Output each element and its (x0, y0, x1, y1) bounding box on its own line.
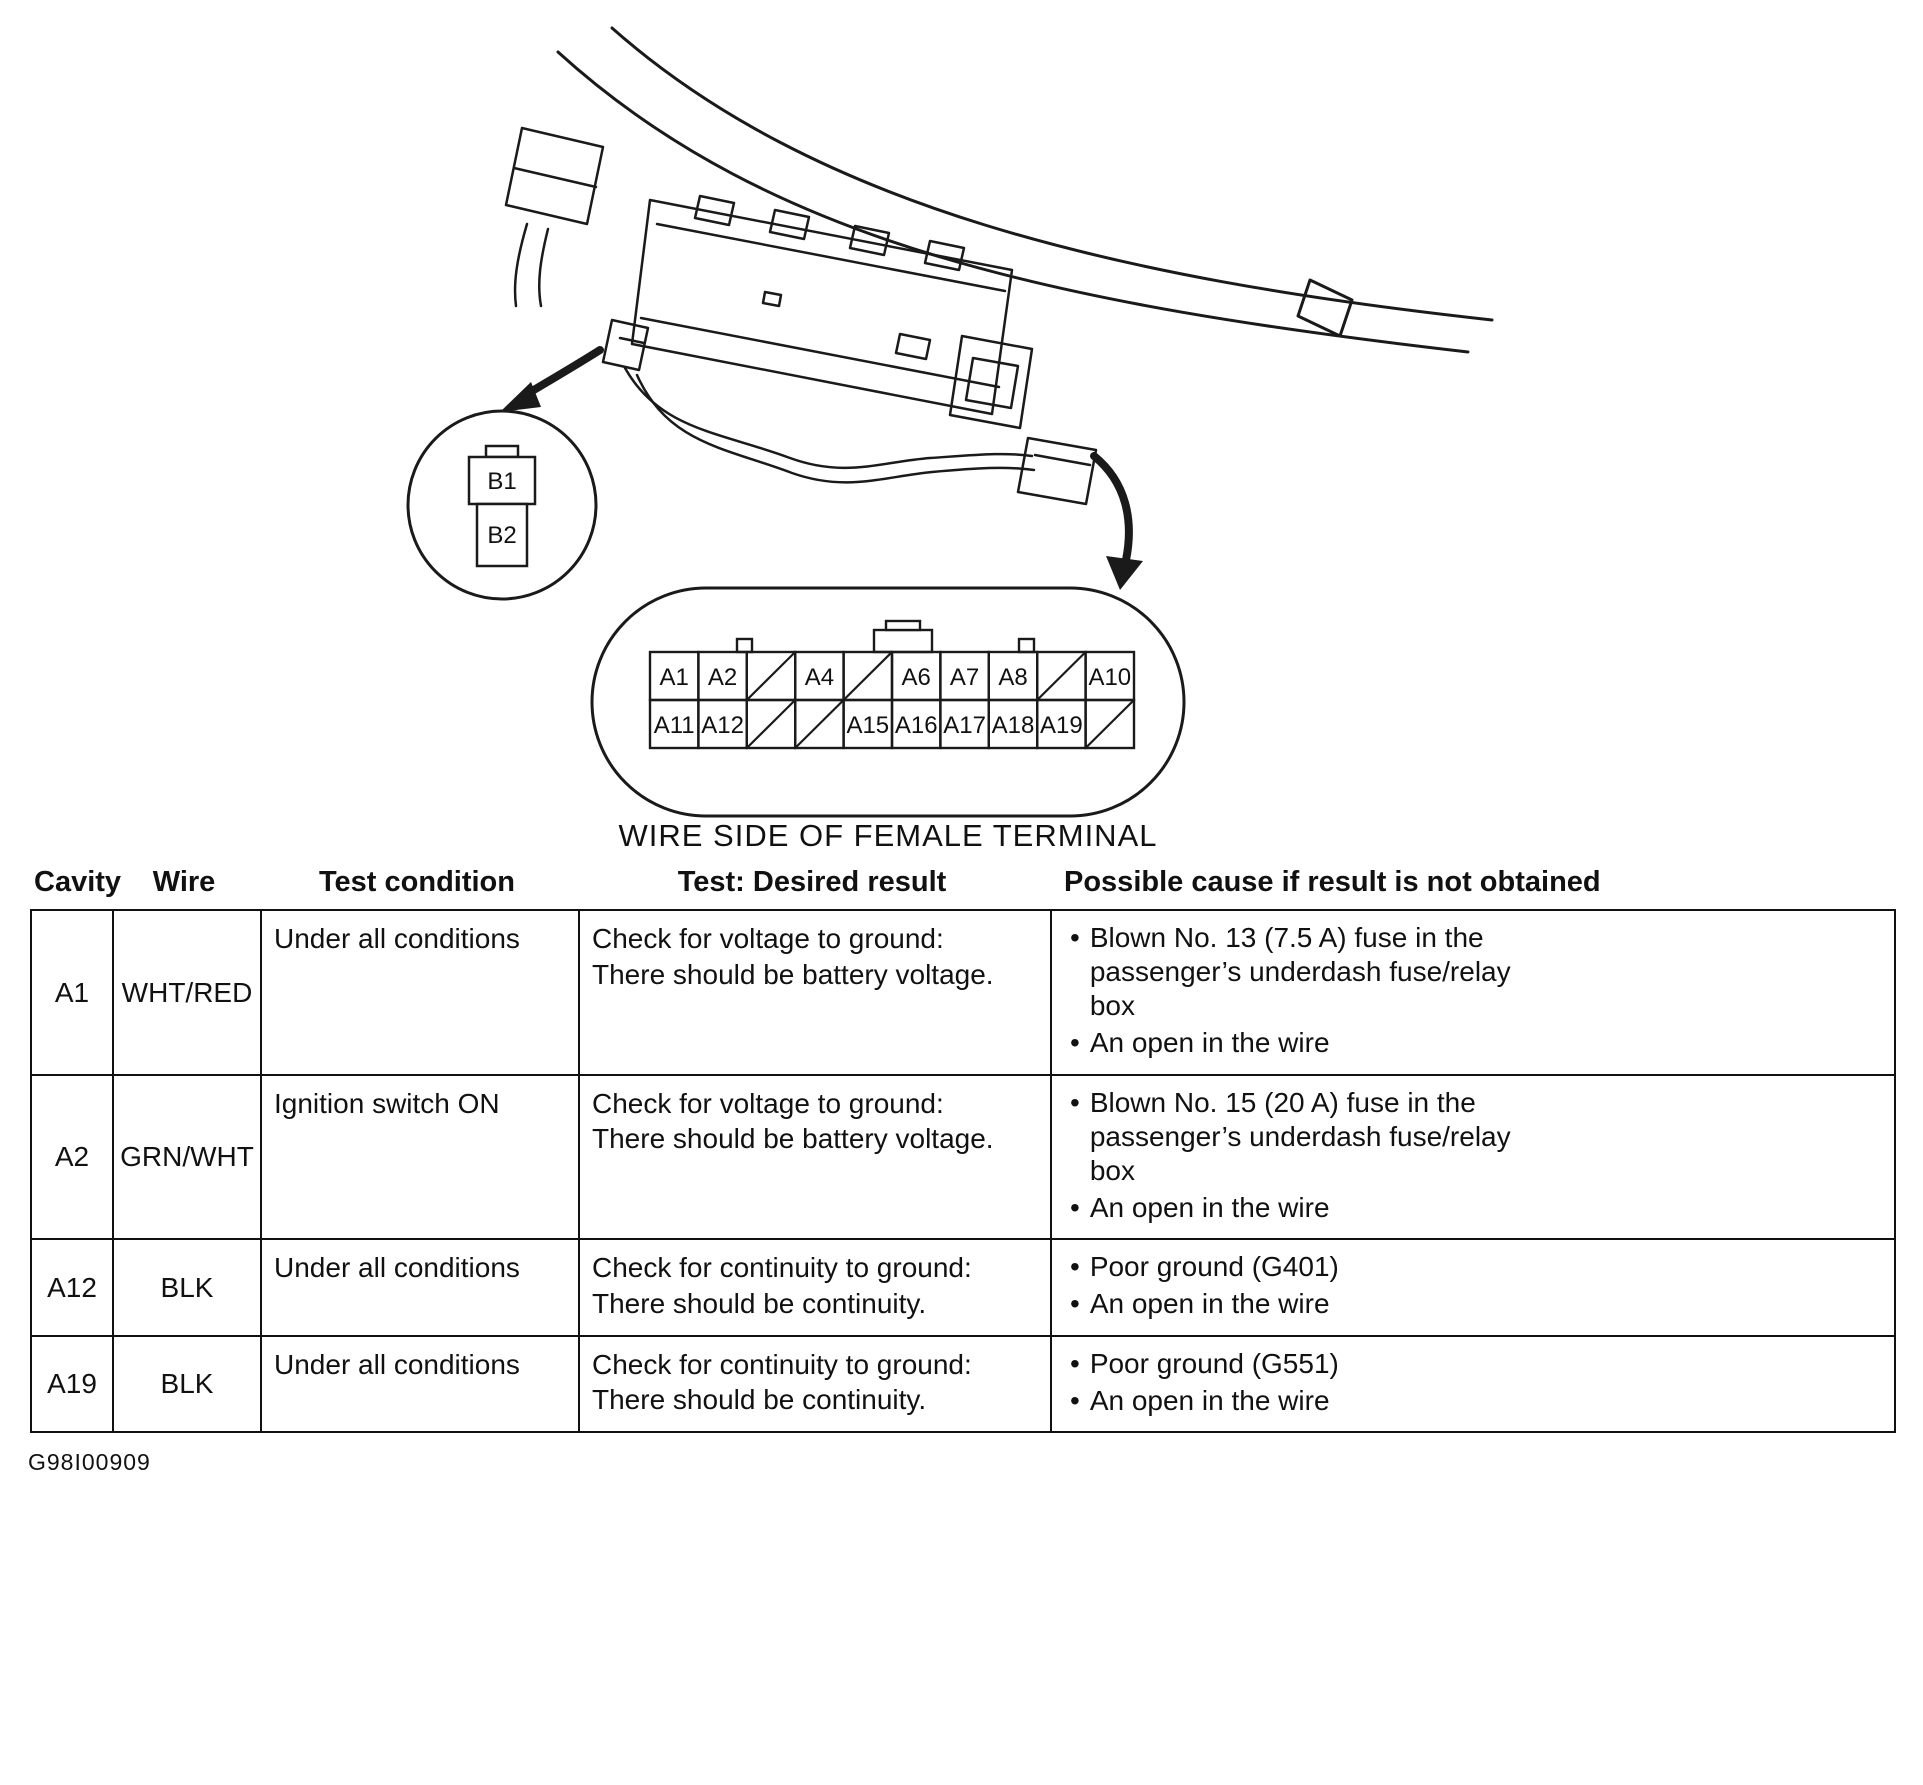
pin-cell-label: A12 (701, 712, 744, 739)
header-possible-cause: Possible cause if result is not obtained (1064, 866, 1601, 898)
cause-item (1068, 921, 1882, 1023)
wire-cell: BLK (112, 1240, 260, 1334)
pin-cell-label: A1 (659, 664, 689, 691)
test-table (30, 909, 1896, 1433)
header-desired-result: Test: Desired result (677, 866, 947, 898)
fuse-relay-box (632, 196, 1032, 428)
cause-item (1068, 1384, 1882, 1418)
wire-cell: WHT/RED (112, 911, 260, 1074)
pin-cell-label: A8 (998, 664, 1028, 691)
a-connector-pinout (592, 588, 1184, 816)
result-line: Check for voltage to ground: (592, 1087, 944, 1119)
connector-caption: WIRE SIDE OF FEMALE TERMINAL (618, 818, 1158, 853)
pin-label-b1: B1 (487, 468, 517, 495)
table-row (32, 1335, 1894, 1431)
pin-cell-label: A19 (1040, 712, 1083, 739)
pin-cell-label: A7 (949, 664, 980, 691)
arrow-to-b-detail-icon (500, 350, 600, 412)
pin-cell-label: A10 (1088, 664, 1132, 691)
result-cell (578, 1076, 1050, 1239)
cause-item (1068, 1026, 1882, 1060)
condition-cell: Under all conditions (260, 1240, 578, 1334)
connector-latch-tab (886, 621, 920, 630)
cause-text: Blown No. 15 (20 A) fuse in the passenger’s underdash fuse/relay box (1089, 1086, 1511, 1186)
cavity-cell: A1 (54, 976, 90, 1008)
table-row (32, 1238, 1894, 1334)
underdash-illustration (0, 0, 1923, 858)
pin-cell-label: A16 (894, 712, 938, 739)
cause-item (1068, 1287, 1882, 1321)
cause-text: Poor ground (G551) (1089, 1347, 1339, 1379)
pin-cell-label: A4 (804, 664, 835, 691)
wire-cell: BLK (112, 1337, 260, 1431)
pin-cell-label: A17 (943, 712, 986, 739)
result-line: There should be battery voltage. (592, 958, 994, 990)
bullet-icon: • (1070, 922, 1080, 953)
cause-text: An open in the wire (1089, 1384, 1330, 1416)
cause-text: Poor ground (G401) (1089, 1251, 1339, 1283)
table-header-row (30, 866, 1896, 909)
result-line: Check for continuity to ground: (592, 1252, 972, 1284)
result-cell (578, 1337, 1050, 1431)
cause-text: An open in the wire (1089, 1288, 1330, 1320)
a-connector-plug (1018, 438, 1096, 504)
result-line: There should be continuity. (592, 1288, 927, 1320)
table-row (32, 911, 1894, 1074)
arrow-to-a-pinout-icon (1094, 456, 1143, 590)
bullet-icon: • (1070, 1251, 1080, 1283)
result-line: There should be continuity. (592, 1384, 927, 1416)
connector-lock-tab (1019, 639, 1034, 652)
mounting-bracket (506, 128, 603, 306)
connector-lock-tab (737, 639, 752, 652)
condition-cell: Under all conditions (260, 911, 578, 1074)
result-cell (578, 911, 1050, 1074)
cause-text: Blown No. 13 (7.5 A) fuse in the passenger’s underdash fuse/relay box (1089, 922, 1511, 1022)
cause-cell (1050, 1076, 1894, 1239)
result-line: Check for voltage to ground: (592, 923, 944, 954)
cavity-cell: A2 (54, 1141, 90, 1173)
bullet-icon: • (1070, 1288, 1080, 1320)
result-line: There should be battery voltage. (592, 1123, 994, 1155)
bullet-icon: • (1070, 1384, 1080, 1416)
wire-cell: GRN/WHT (112, 1076, 260, 1239)
header-test-condition: Test condition (318, 866, 515, 898)
cause-cell (1050, 911, 1894, 1074)
bullet-icon: • (1070, 1192, 1080, 1224)
cause-text: An open in the wire (1089, 1027, 1330, 1059)
header-wire: Wire (152, 866, 216, 898)
pin-label-b2: B2 (487, 522, 517, 549)
cavity-cell: A19 (47, 1368, 97, 1400)
pin-cell-label: A15 (846, 712, 890, 739)
pin-cell-label: A2 (707, 664, 738, 691)
condition-cell: Under all conditions (260, 1337, 578, 1431)
bullet-icon: • (1070, 1086, 1080, 1118)
cavity-cell: A12 (47, 1271, 97, 1303)
result-line: Check for continuity to ground: (592, 1348, 972, 1380)
figure-code: G98I00909 (28, 1448, 151, 1475)
pin-cell-label: A6 (901, 664, 931, 691)
cause-text: An open in the wire (1089, 1192, 1330, 1224)
cause-item (1068, 1086, 1882, 1188)
pin-cell-label: A18 (991, 712, 1035, 739)
b-connector-detail (408, 411, 596, 599)
cause-item (1068, 1250, 1882, 1284)
result-cell (578, 1240, 1050, 1334)
connector-latch (874, 630, 932, 652)
header-cavity: Cavity (34, 866, 122, 898)
table-row (32, 1074, 1894, 1239)
pin-cell-label: A11 (653, 712, 695, 739)
dash-panel-lines (558, 28, 1492, 352)
bullet-icon: • (1070, 1347, 1080, 1379)
bullet-icon: • (1070, 1027, 1080, 1059)
cause-cell (1050, 1240, 1894, 1334)
condition-cell: Ignition switch ON (260, 1076, 578, 1239)
cause-cell (1050, 1337, 1894, 1431)
cause-item (1068, 1347, 1882, 1381)
cause-item (1068, 1191, 1882, 1225)
